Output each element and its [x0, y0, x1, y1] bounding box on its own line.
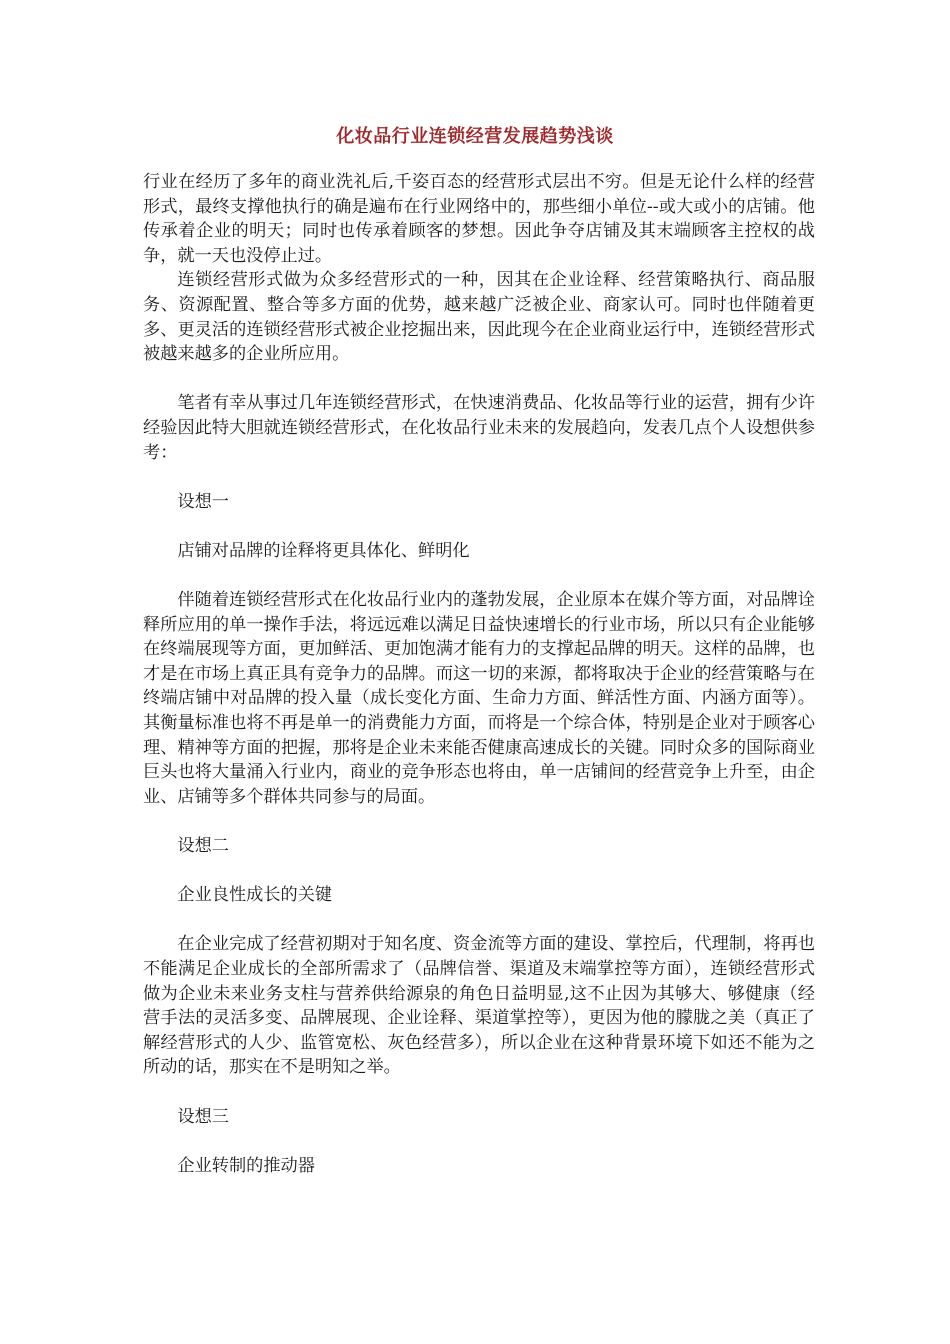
paragraph-section-2: 在企业完成了经营初期对于知名度、资金流等方面的建设、掌控后，代理制，将再也不能满足企业成长的全部所需求了（品牌信誉、渠道及末端掌控等方面），连锁经营形式做为企业未来业务支柱与营养供给源泉的角色日益明显,这不止因为其够大、够健康（经营手法的灵活多变、品牌展现、企业诠释、渠道掌控等），更因为他的朦胧之美（真正了解经营形式的人少、监管宽松、灰色经营多），所以企业在这种背景环境下如还不能为之所动的话，那实在不是明知之举。: [143, 934, 815, 1078]
section-heading-2: 设想二: [177, 836, 229, 857]
paragraph-section-1: 伴随着连锁经营形式在化妆品行业内的蓬勃发展，企业原本在媒介等方面，对品牌诠释所应用的单一操作手法，将远远难以满足日益快速增长的行业市场，所以只有企业能够在终端展现等方面，更加鲜活、更加饱满才能有力的支撑起品牌的明天。这样的品牌，也才是在市场上真正具有竞争力的品牌。而这一切的来源，都将取决于企业的经营策略与在终端店铺中对品牌的投入量（成长变化方面、生命力方面、鲜活性方面、内涵方面等）。其衡量标准也将不再是单一的消费能力方面，而将是一个综合体，特别是企业对于顾客心理、精神等方面的把握，那将是企业未来能否健康高速成长的关键。同时众多的国际商业巨头也将大量涌入行业内，商业的竞争形态也将由，单一店铺间的经营竞争上升至，由企业、店铺等多个群体共同参与的局面。: [143, 590, 815, 807]
section-subtitle-3: 企业转制的推动器: [177, 1155, 315, 1176]
section-heading-3: 设想三: [177, 1106, 229, 1127]
section-heading-1: 设想一: [177, 491, 229, 512]
paragraph-author-note: 笔者有幸从事过几年连锁经营形式，在快速消费品、化妆品等行业的运营，拥有少许经验因此特大胆就连锁经营形式，在化妆品行业未来的发展趋向，发表几点个人设想供参考：: [143, 393, 815, 463]
document-body: [143, 170, 815, 1178]
paragraph-chain-overview: 连锁经营形式做为众多经营形式的一种，因其在企业诠释、经营策略执行、商品服务、资源配置、整合等多方面的优势，越来越广泛被企业、商家认可。同时也伴随着更多、更灵活的连锁经营形式被企业挖掘出来，因此现今在企业商业运行中，连锁经营形式被越来越多的企业所应用。: [143, 270, 815, 365]
section-subtitle-2: 企业良性成长的关键: [177, 885, 333, 906]
section-subtitle-1: 店铺对品牌的诠释将更具体化、鲜明化: [177, 540, 470, 561]
document-title: 化妆品行业连锁经营发展趋势浅谈: [336, 126, 614, 147]
paragraph-intro: 行业在经历了多年的商业洗礼后,千姿百态的经营形式层出不穷。但是无论什么样的经营形式，最终支撑他执行的确是遍布在行业网络中的，那些细小单位--或大或小的店铺。他传承着企业的明天；同时也传承着顾客的梦想。因此争夺店铺及其末端顾客主控权的战争，就一天也没停止过。: [143, 172, 815, 266]
